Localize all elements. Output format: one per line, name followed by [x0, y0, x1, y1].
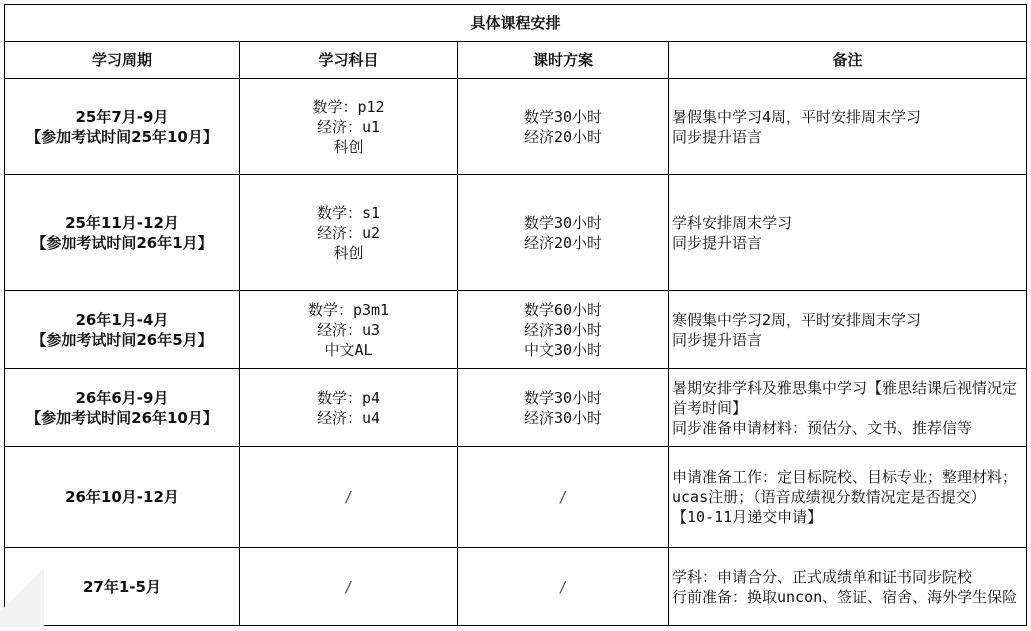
hours-item: 数学30小时: [523, 213, 603, 232]
period-range: 27年1-5月: [83, 577, 161, 596]
period-range: 26年6月-9月: [75, 388, 169, 407]
hours-cell: [458, 291, 669, 369]
period-cell: [5, 548, 240, 626]
subjects-cell: [240, 369, 458, 447]
hours-item: 经济20小时: [523, 127, 603, 146]
subject-item: 数学：p12: [312, 97, 385, 116]
title-row: [5, 5, 1027, 42]
period-cell: [5, 369, 240, 447]
table-title: 具体课程安排: [5, 5, 1027, 42]
course-schedule-table: [4, 4, 1027, 626]
table-row: [5, 291, 1027, 369]
period-cell: [5, 79, 240, 175]
note-item: 学科安排周末学习: [672, 213, 793, 232]
header-row: [5, 42, 1027, 79]
hours-item: 数学30小时: [523, 107, 603, 126]
hours-cell: [458, 548, 669, 626]
empty-mark: /: [558, 577, 568, 596]
subject-item: 科创: [333, 243, 364, 262]
notes-cell: [669, 548, 1027, 626]
period-cell: [5, 175, 240, 291]
exam-time: 【参加考试时间25年10月】: [26, 127, 218, 146]
exam-time: 【参加考试时间26年1月】: [31, 233, 213, 252]
subject-item: 数学：s1: [316, 203, 381, 222]
table-row: [5, 79, 1027, 175]
subjects-cell: [240, 175, 458, 291]
subject-item: 数学：p4: [316, 388, 381, 407]
notes-cell: [669, 291, 1027, 369]
hours-item: 经济30小时: [523, 320, 603, 339]
period-range: 25年11月-12月: [65, 213, 179, 232]
hours-item: 中文30小时: [523, 340, 603, 359]
hours-cell: [458, 79, 669, 175]
period-cell: [5, 291, 240, 369]
table-row: [5, 548, 1027, 626]
header-hours: 课时方案: [458, 42, 669, 79]
note-item: 申请准备工作：定目标院校、目标专业；整理材料；ucas注册；（语音成绩视分数情况定是否提交）: [672, 468, 1018, 506]
period-range: 26年1月-4月: [75, 310, 169, 329]
hours-item: 经济20小时: [523, 233, 603, 252]
subject-item: 经济：u3: [316, 320, 381, 339]
empty-mark: /: [343, 577, 354, 596]
subjects-cell: [240, 447, 458, 548]
notes-cell: [669, 447, 1027, 548]
table-row: [5, 175, 1027, 291]
hours-item: 数学60小时: [523, 300, 603, 319]
note-item: 暑期安排学科及雅思集中学习【雅思结课后视情况定首考时间】: [672, 378, 1018, 417]
notes-cell: [669, 175, 1027, 291]
period-cell: [5, 447, 240, 548]
subject-item: 经济：u1: [316, 117, 381, 136]
notes-cell: [669, 79, 1027, 175]
exam-time: 【参加考试时间26年5月】: [31, 330, 213, 349]
notes-cell: [669, 369, 1027, 447]
hours-item: 经济30小时: [523, 408, 603, 427]
header-period: 学习周期: [5, 42, 240, 79]
note-item: 学科：申请合分、正式成绩单和证书同步院校: [672, 567, 973, 586]
subject-item: 科创: [333, 137, 364, 156]
note-item: 同步准备申请材料：预估分、文书、推荐信等: [672, 418, 973, 437]
subject-item: 数学：p3m1: [307, 300, 390, 319]
hours-cell: [458, 369, 669, 447]
subject-item: 经济：u4: [316, 408, 381, 427]
table-row: [5, 447, 1027, 548]
table-row: [5, 369, 1027, 447]
note-item: 同步提升语言: [672, 233, 763, 252]
note-item: 行前准备：换取uncon、签证、宿舍、海外学生保险: [672, 587, 1018, 606]
note-item: 暑假集中学习4周，平时安排周末学习: [672, 107, 922, 126]
note-item: 寒假集中学习2周，平时安排周末学习: [672, 310, 922, 329]
empty-mark: /: [343, 488, 354, 506]
subjects-cell: [240, 79, 458, 175]
note-item: 同步提升语言: [672, 330, 763, 349]
hours-item: 数学30小时: [523, 388, 603, 407]
subjects-cell: [240, 291, 458, 369]
header-notes: 备注: [669, 42, 1027, 79]
note-item: 同步提升语言: [672, 127, 763, 146]
subjects-cell: [240, 548, 458, 626]
period-range: 26年10月-12月: [65, 488, 179, 506]
subject-item: 经济：u2: [316, 223, 381, 242]
hours-cell: [458, 175, 669, 291]
empty-mark: /: [558, 488, 568, 506]
hours-cell: [458, 447, 669, 548]
subject-item: 中文AL: [324, 340, 373, 359]
period-range: 25年7月-9月: [75, 107, 169, 126]
header-subjects: 学习科目: [240, 42, 458, 79]
note-item: 【10-11月递交申请】: [672, 508, 823, 526]
exam-time: 【参加考试时间26年10月】: [26, 408, 218, 427]
